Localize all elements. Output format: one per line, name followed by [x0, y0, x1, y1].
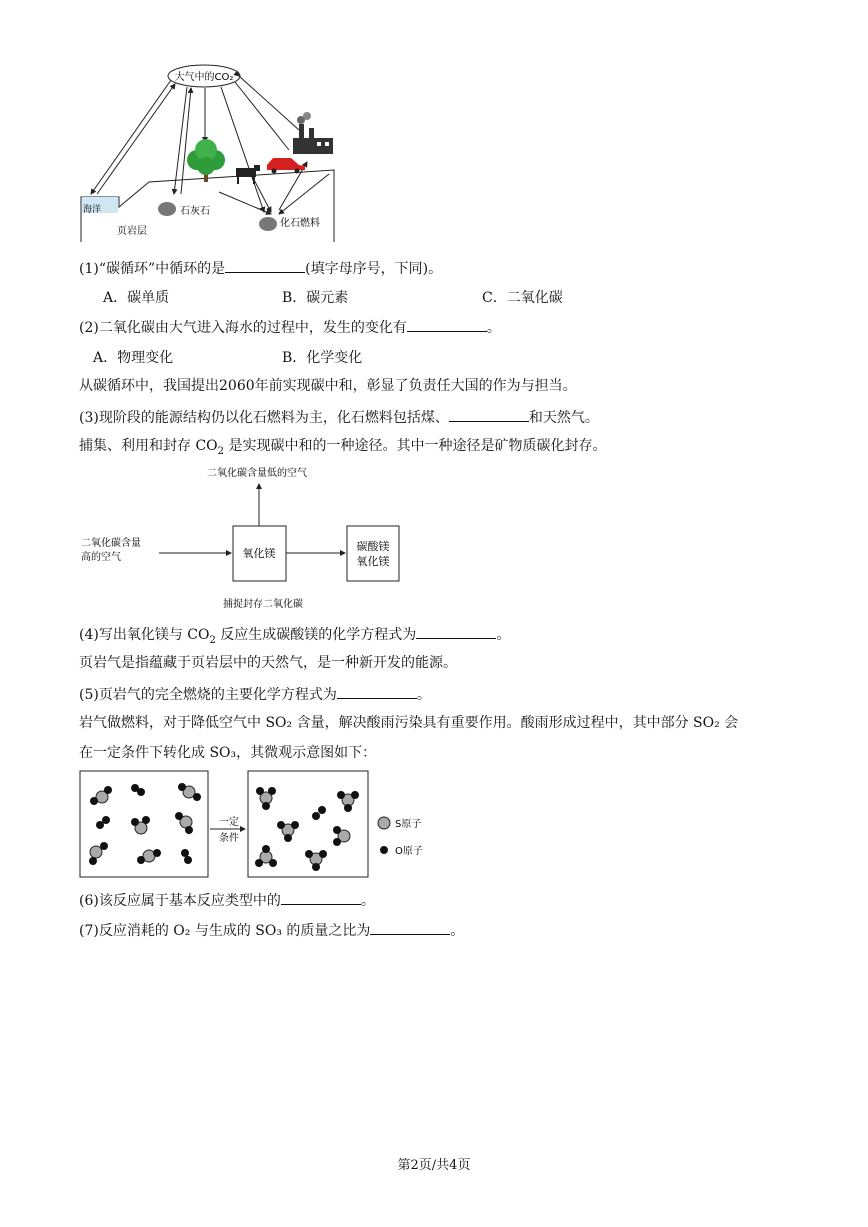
answer-blank-1[interactable] [225, 258, 305, 273]
q1-option-a: A．碳单质 [103, 290, 170, 306]
fossil-fuel-rock-icon [259, 217, 277, 231]
diagram-bottom-label: 捕捉封存二氧化碳 [223, 599, 303, 610]
q2-option-a: A．物理变化 [93, 350, 174, 366]
paragraph-4-line-1: 岩气做燃料，对于降低空气中 SO₂ 含量，解决酸雨污染具有重要作用。酸雨形成过程中，其中部分 SO₂ 会 [79, 715, 739, 731]
box2-label-1: 碳酸镁 [356, 540, 390, 553]
question-5: (5)页岩气的完全燃烧的主要化学方程式为 。 [79, 684, 431, 704]
diagram-left-label-2: 高的空气 [81, 552, 121, 563]
box1-label: 氧化镁 [242, 547, 276, 560]
question-3: (3)现阶段的能源结构仍以化石燃料为主，化石燃料包括煤、 和天然气。 [79, 407, 599, 427]
cow-icon [236, 165, 260, 184]
sea-label: 海洋 [83, 205, 102, 215]
diagram-top-label: 二氧化碳含量低的空气 [207, 468, 307, 479]
arrow-label-top: 一定 [219, 817, 239, 828]
tree-icon [187, 139, 225, 182]
arrow-label-bottom: 条件 [219, 833, 239, 844]
answer-blank-6[interactable] [281, 890, 361, 905]
paragraph-2: 捕集、利用和封存 $CO_2$ 是实现碳中和的一种途径。其中一种途径是矿物质碳化封存。 [79, 438, 607, 457]
carbon-cycle-figure [79, 62, 339, 247]
limestone-rock-icon [158, 202, 176, 216]
diagram-left-label-1: 二氧化碳含量 [81, 538, 141, 549]
question-4: (4)写出氧化镁与 $CO_2$ 反应生成碳酸镁的化学方程式为 。 [79, 624, 510, 650]
answer-blank-7[interactable] [370, 920, 450, 935]
car-icon [267, 158, 305, 174]
magnesium-carbonate-box [347, 526, 399, 581]
q1-option-c: C．二氧化碳 [482, 290, 563, 306]
answer-blank-2[interactable] [407, 317, 487, 332]
legend-s-label: S原子 [395, 819, 422, 830]
paragraph-1: 从碳循环中，我国提出2060年前实现碳中和，彰显了负责任大国的作为与担当。 [79, 378, 577, 394]
so2-reaction-micro-diagram [79, 770, 459, 880]
question-2: (2)二氧化碳由大气进入海水的过程中，发生的变化有 。 [79, 317, 501, 337]
legend-o-label: O原子 [395, 846, 423, 857]
question-6: (6)该反应属于基本反应类型中的 。 [79, 890, 375, 910]
limestone-label: 石灰石 [180, 206, 210, 217]
legend-o-atom-icon [380, 846, 388, 854]
question-7: (7)反应消耗的 O₂ 与生成的 SO₃ 的质量之比为 。 [79, 920, 464, 940]
q1-option-b: B．碳元素 [282, 290, 349, 306]
q2-option-b: B．化学变化 [282, 350, 363, 366]
question-1: (1)“碳循环”中循环的是 (填字母序号，下同)。 [79, 258, 442, 278]
answer-blank-4[interactable] [416, 624, 496, 639]
atmosphere-label: 大气中的CO₂ [174, 72, 234, 83]
shale-label: 页岩层 [117, 226, 147, 237]
fossil-fuel-label: 化石燃料 [280, 218, 320, 229]
legend-s-atom-icon [378, 817, 390, 829]
answer-blank-5[interactable] [337, 684, 417, 699]
paragraph-3: 页岩气是指蕴藏于页岩层中的天然气，是一种新开发的能源。 [79, 655, 457, 671]
answer-blank-3[interactable] [449, 407, 529, 422]
mineral-carbonation-diagram [79, 462, 409, 614]
box2-label-2: 氧化镁 [356, 555, 390, 568]
factory-icon [293, 112, 333, 154]
paragraph-4-line-2: 在一定条件下转化成 SO₃，其微观示意图如下： [79, 745, 377, 761]
page-footer: 第2页/共4页 [397, 1158, 471, 1173]
